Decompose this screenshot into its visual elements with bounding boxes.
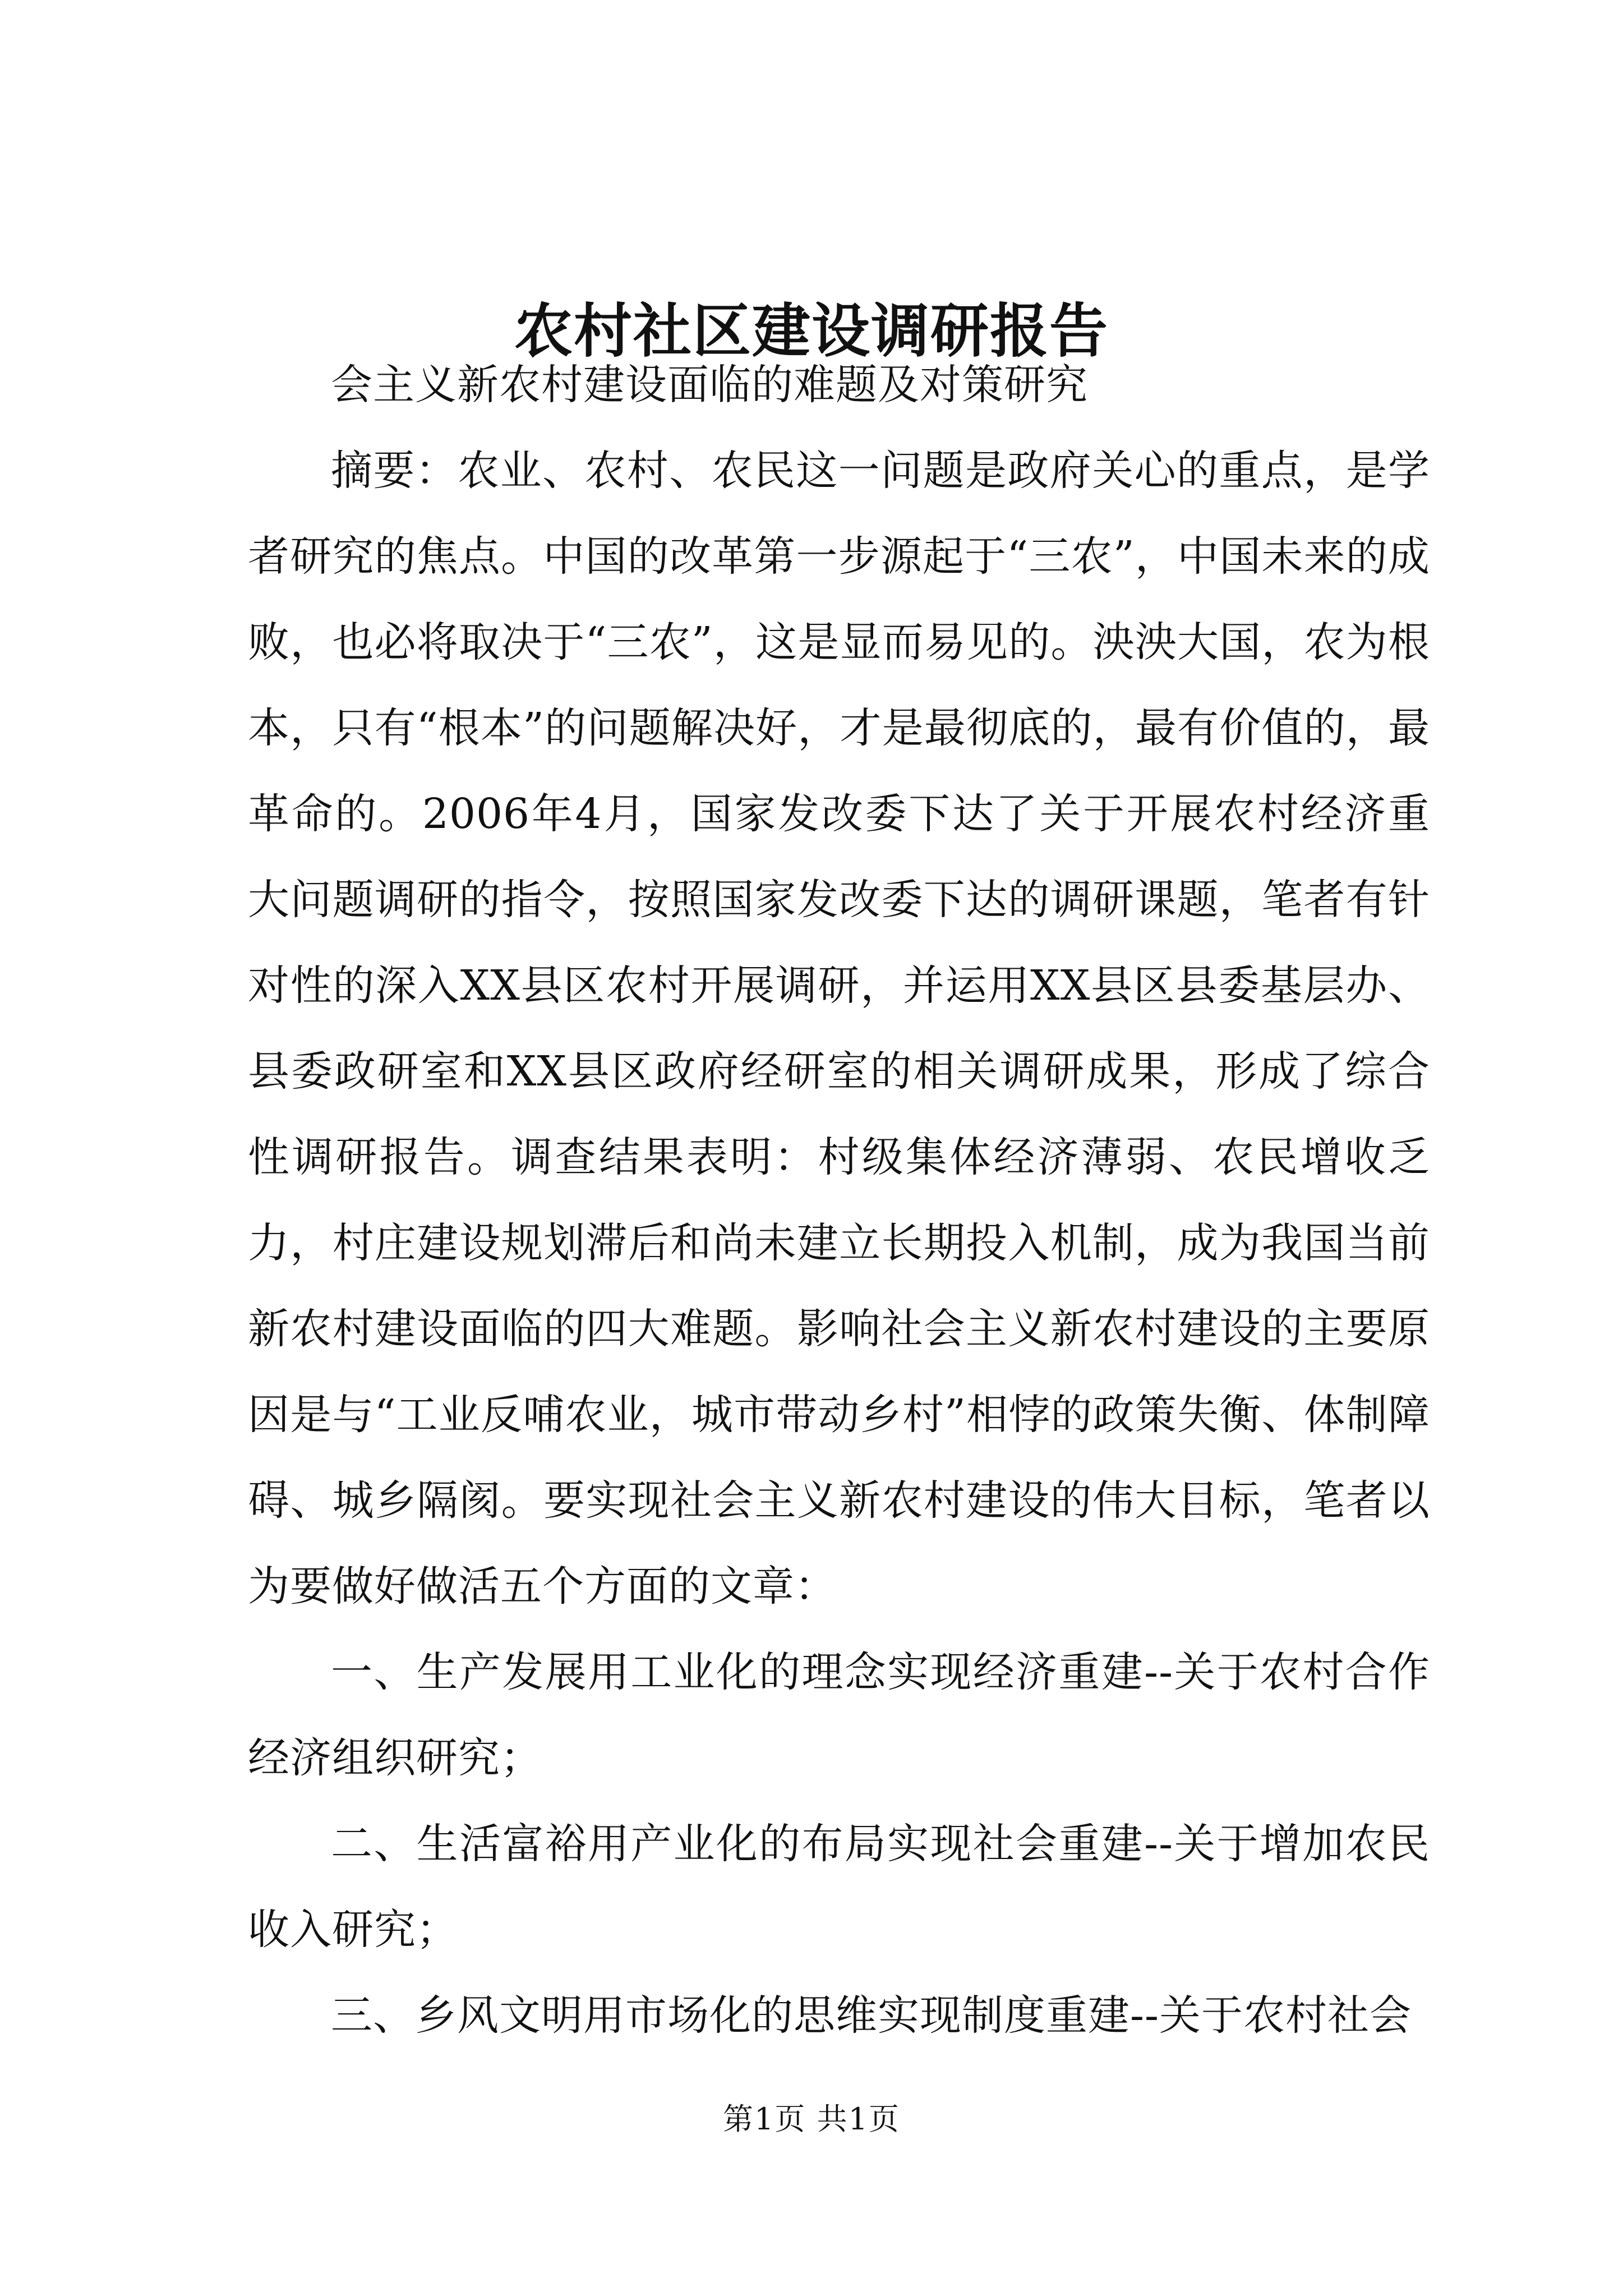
subtitle-paragraph: 会主义新农村建设面临的难题及对策研究: [331, 361, 1088, 409]
list-item-2: 二、生活富裕用产业化的布局实现社会重建--关于增加农民收入研究；: [248, 1820, 1430, 1954]
page-footer: 第1页 共1页: [723, 2101, 900, 2137]
list-item-1: 一、生产发展用工业化的理念实现经济重建--关于农村合作经济组织研究；: [248, 1648, 1430, 1782]
abstract-paragraph: 摘要：农业、农村、农民这一问题是政府关心的重点，是学者研究的焦点。中国的改革第一步源起于“三农”，中国未来的成败，也必将取决于“三农”，这是显而易见的。泱泱大国，农为根本，只有“根本”的问题解决好，才是最彻底的，最有价值的，最革命的。2006年4月，国家发改委下达了关于开展农村经济重大问题调研的指令，按照国家发改委下达的调研课题，笔者有针对性的深入XX县区农村开展调研，并运用XX县区县委基层办、县委政研室和XX县区政府经研室的相关调研成果，形成了综合性调研报告。调查结果表明：村级集体经济薄弱、农民增收乏力，村庄建设规划滞后和尚未建立长期投入机制，成为我国当前新农村建设面临的四大难题。影响社会主义新农村建设的主要原因是与“工业反哺农业，城市带动乡村”相悖的政策失衡、体制障碍、城乡隔阂。要实现社会主义新农村建设的伟大目标，笔者以为要做好做活五个方面的文章：: [248, 447, 1430, 1611]
document-title: 农村社区建设调研报告: [514, 296, 1109, 365]
document-body: [248, 342, 1430, 2059]
list-item-3: 三、乡风文明用市场化的思维实现制度重建--关于农村社会: [331, 1991, 1412, 2040]
